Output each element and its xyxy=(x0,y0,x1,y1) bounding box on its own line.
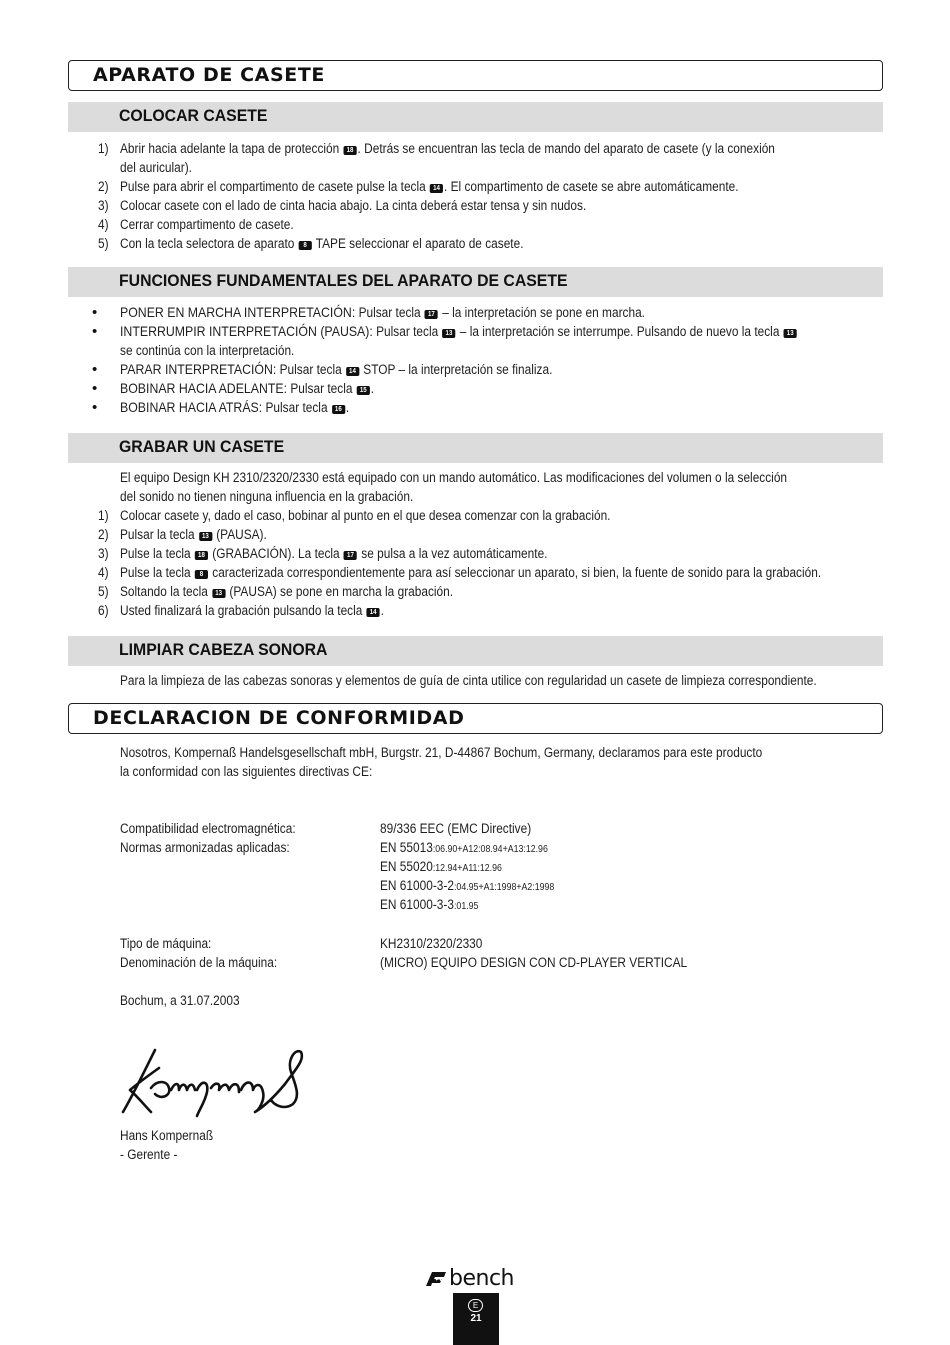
subsection-title: COLOCAR CASETE xyxy=(119,106,268,125)
step-text: Abrir hacia adelante la tapa de protección 18 . Detrás se encuentran las tecla de mando del aparato de casete (y la conexión xyxy=(120,141,775,156)
place-date: Bochum, a 31.07.2003 xyxy=(120,993,240,1008)
tipo-label: Tipo de máquina: xyxy=(120,936,212,951)
step-number: 2) xyxy=(98,179,109,194)
subsection-header-limpiar xyxy=(68,636,883,666)
norm-value: EN 55013:06.90+A12:08.94+A13:12.96 xyxy=(380,840,548,855)
function-item-cont: se continúa con la interpretación. xyxy=(120,343,295,358)
intro-text: del sonido no tienen ninguna influencia en la grabación. xyxy=(120,489,414,504)
step-number: 6) xyxy=(98,603,109,618)
handwritten-signature xyxy=(115,1040,315,1120)
tipo-value: KH2310/2320/2330 xyxy=(380,936,483,951)
cleaning-text: Para la limpieza de las cabezas sonoras y elementos de guía de cinta utilice con regularidad un casete de limpieza correspondiente. xyxy=(120,673,817,688)
key-icon: 15 xyxy=(357,386,370,395)
denom-value: (MICRO) EQUIPO DESIGN CON CD-PLAYER VERTICAL xyxy=(380,955,688,970)
step-number: 3) xyxy=(98,546,109,561)
step-text: Pulse para abrir el compartimento de casete pulse la tecla 14 . El compartimento de casete se abre automáticamente. xyxy=(120,179,739,194)
key-icon: 14 xyxy=(367,608,380,617)
step-text: Soltando la tecla 13 (PAUSA) se pone en marcha la grabación. xyxy=(120,584,454,599)
key-icon: 8 xyxy=(195,570,208,579)
key-icon: 16 xyxy=(332,405,345,414)
key-icon: 13 xyxy=(199,532,212,541)
step-number: 1) xyxy=(98,508,109,523)
bullet: • xyxy=(92,399,98,416)
key-icon: 14 xyxy=(430,184,443,193)
step-text: Con la tecla selectora de aparato 8 TAPE seleccionar el aparato de casete. xyxy=(120,236,524,251)
step-number: 1) xyxy=(98,141,109,156)
key-icon: 13 xyxy=(212,589,225,598)
step-text: Pulse la tecla 18 (GRABACIÓN). La tecla 17 se pulsa a la vez automáticamente. xyxy=(120,546,548,561)
declaration-text: Nosotros, Kompernaß Handelsgesellschaft mbH, Burgstr. 21, D-44867 Bochum, Germany, declaramos para este producto xyxy=(120,745,763,760)
function-item: PARAR INTERPRETACIÓN: Pulsar tecla 14 STOP – la interpretación se finaliza. xyxy=(120,361,553,377)
step-number: 2) xyxy=(98,527,109,542)
step-text: Pulsar la tecla 13 (PAUSA). xyxy=(120,527,267,542)
function-item: BOBINAR HACIA ATRÁS: Pulsar tecla 16 . xyxy=(120,399,350,415)
intro-text: El equipo Design KH 2310/2320/2330 está equipado con un mando automático. Las modificaciones del volumen o la selección xyxy=(120,470,788,485)
language-badge: E xyxy=(468,1299,483,1312)
page-number: 21 xyxy=(470,1313,482,1324)
subsection-header-colocar xyxy=(68,102,883,132)
function-item: INTERRUMPIR INTERPRETACIÓN (PAUSA): Pulsar tecla 13 – la interpretación se interrumpe. Pulsando de nuevo la tecla 13 xyxy=(120,322,798,341)
bullet: • xyxy=(92,323,98,340)
step-text: Colocar casete y, dado el caso, bobinar al punto en el que desea comenzar con la grabación. xyxy=(120,508,611,523)
norm-value: EN 61000-3-2:04.95+A1:1998+A2:1998 xyxy=(380,878,555,893)
section-header-conformidad xyxy=(68,703,883,734)
step-number: 5) xyxy=(98,584,109,599)
key-icon: 17 xyxy=(344,551,357,560)
section-header-casete xyxy=(68,60,883,91)
key-icon: 17 xyxy=(425,310,438,319)
step-text-cont: del auricular). xyxy=(120,160,192,175)
brand-name: bench xyxy=(449,1266,514,1291)
step-text: Pulse la tecla 8 caracterizada correspondientemente para así seleccionar un aparato, si bien, la fuente de sonido para la grabación. xyxy=(120,565,822,580)
declaration-text: la conformidad con las siguientes directivas CE: xyxy=(120,764,373,779)
norm-value: EN 61000-3-3:01.95 xyxy=(380,897,479,912)
key-icon: 13 xyxy=(784,329,797,338)
key-icon: 8 xyxy=(299,241,312,250)
function-item: BOBINAR HACIA ADELANTE: Pulsar tecla 15 . xyxy=(120,380,375,396)
emc-label: Compatibilidad electromagnética: xyxy=(120,821,296,836)
function-item: PONER EN MARCHA INTERPRETACIÓN: Pulsar tecla 17 – la interpretación se pone en marcha. xyxy=(120,304,645,320)
step-number: 4) xyxy=(98,217,109,232)
subsection-header-grabar xyxy=(68,433,883,463)
norm-value: EN 55020:12.94+A11:12.96 xyxy=(380,859,502,874)
key-icon: 13 xyxy=(442,329,455,338)
step-text: Usted finalizará la grabación pulsando la tecla 14 . xyxy=(120,603,384,618)
step-number: 4) xyxy=(98,565,109,580)
subsection-title: LIMPIAR CABEZA SONORA xyxy=(119,640,328,659)
normas-label: Normas armonizadas aplicadas: xyxy=(120,840,290,855)
brand-logo xyxy=(422,1267,530,1293)
step-number: 3) xyxy=(98,198,109,213)
step-number: 5) xyxy=(98,236,109,251)
subsection-title: GRABAR UN CASETE xyxy=(119,437,285,456)
signer-name: Hans Kompernaß xyxy=(120,1128,214,1143)
section-title: DECLARACION DE CONFORMIDAD xyxy=(93,707,465,729)
key-icon: 14 xyxy=(346,367,359,376)
denom-label: Denominación de la máquina: xyxy=(120,955,278,970)
page-number-box xyxy=(453,1293,499,1345)
subsection-title: FUNCIONES FUNDAMENTALES DEL APARATO DE CASETE xyxy=(119,271,568,290)
key-icon: 18 xyxy=(195,551,208,560)
bullet: • xyxy=(92,380,98,397)
brand-e-icon xyxy=(422,1270,448,1288)
step-text: Cerrar compartimento de casete. xyxy=(120,217,294,232)
key-icon: 18 xyxy=(343,146,356,155)
bullet: • xyxy=(92,304,98,321)
subsection-header-funciones xyxy=(68,267,883,297)
step-text: Colocar casete con el lado de cinta hacia abajo. La cinta deberá estar tensa y sin nudos. xyxy=(120,198,587,213)
emc-value: 89/336 EEC (EMC Directive) xyxy=(380,821,532,836)
signer-role: - Gerente - xyxy=(120,1147,178,1162)
section-title: APARATO DE CASETE xyxy=(93,64,325,86)
bullet: • xyxy=(92,361,98,378)
